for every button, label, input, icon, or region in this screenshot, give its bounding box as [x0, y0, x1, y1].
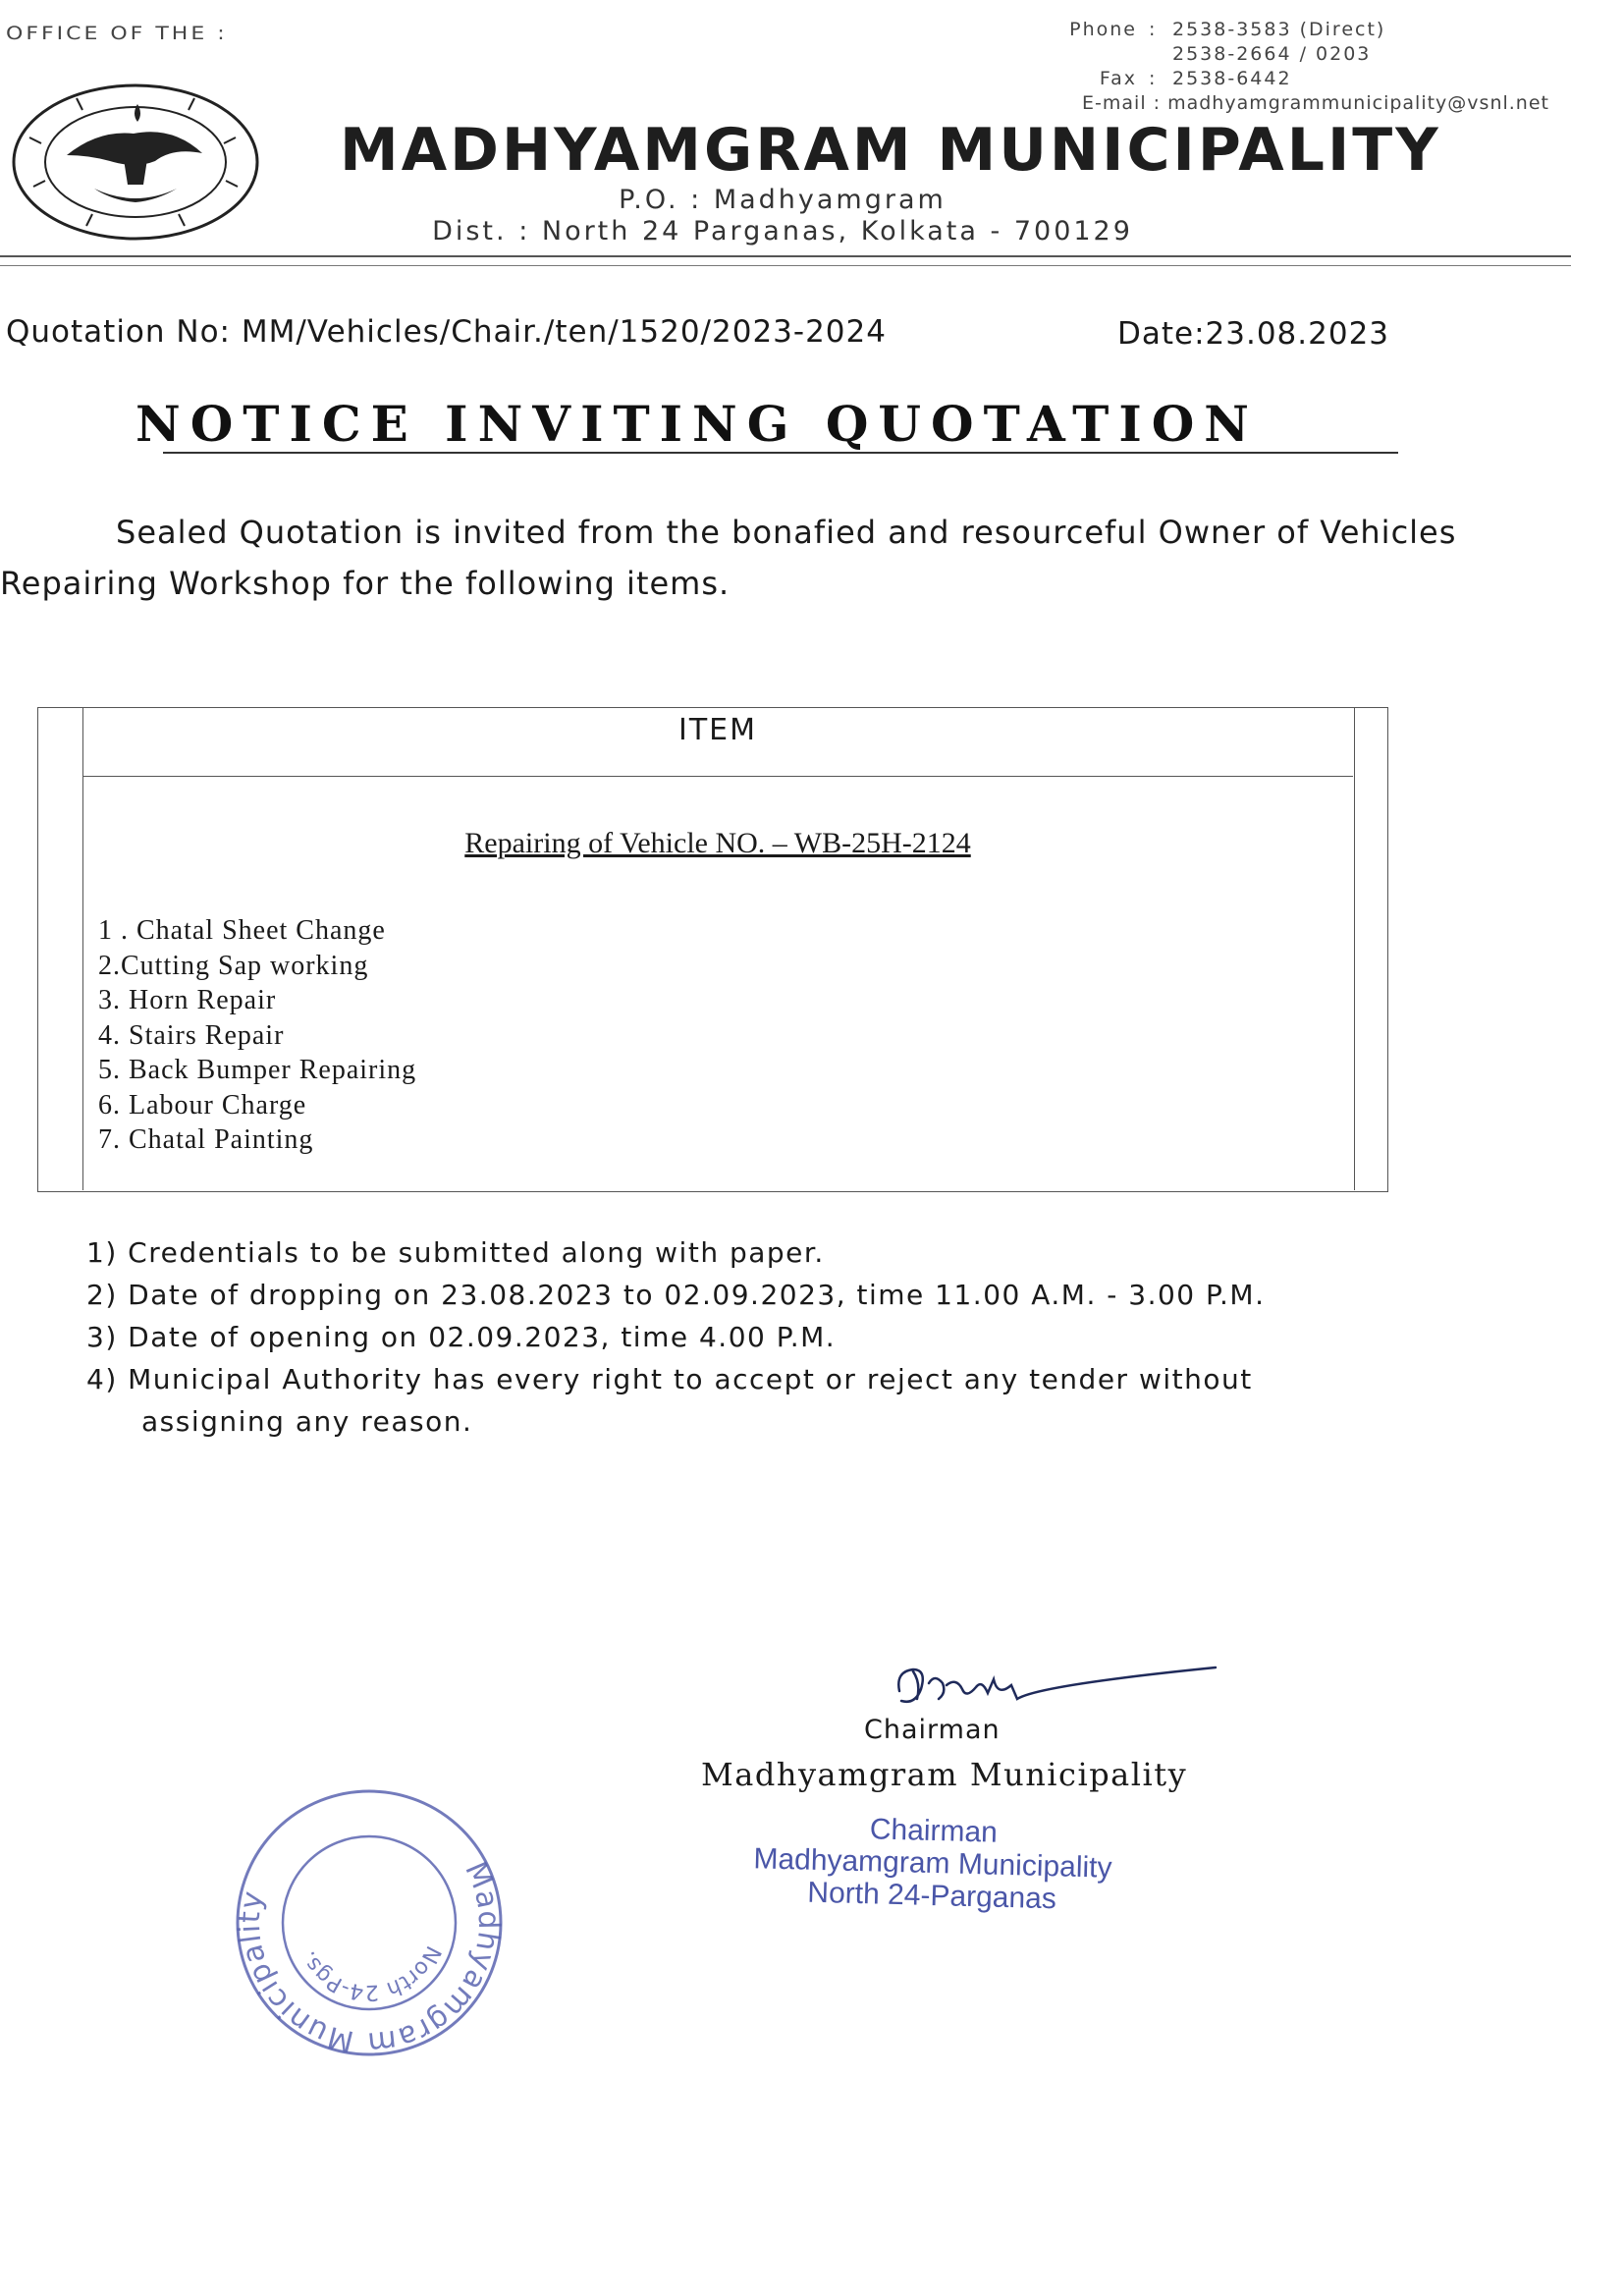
office-of-label: OFFICE OF THE : [6, 23, 228, 45]
stamp-line-district: North 24-Parganas [806, 1876, 1057, 1916]
repair-item-list [98, 913, 416, 1158]
conditions-list [86, 1231, 1266, 1443]
contact-block: Phone : 2538-3583 (Direct) 2538-2664 / 0203 Fax : 2538-6442 E-mail : madhyamgrammunicipality@vsnl.net [1000, 18, 1549, 116]
condition-item: 3) Date of opening on 02.09.2023, time 4.00 P.M. [86, 1321, 837, 1353]
district-line: Dist. : North 24 Parganas, Kolkata - 700129 [432, 216, 1133, 246]
notice-heading-underline [163, 452, 1398, 454]
vehicle-title: Repairing of Vehicle NO. – WB-25H-2124 [464, 827, 971, 859]
seal-outer-text: Madhyamgram Municipality [232, 1856, 507, 2060]
condition-item: 2) Date of dropping on 23.08.2023 to 02.09.2023, time 11.00 A.M. - 3.00 P.M. [86, 1279, 1266, 1311]
item-table-header-divider [82, 776, 1353, 777]
fax-label: Fax [1099, 68, 1137, 89]
condition-item: 4) Municipal Authority has every right to accept or reject any tender without [86, 1363, 1253, 1395]
fax-number: 2538-6442 [1172, 68, 1292, 89]
list-item: 4. Stairs Repair [98, 1019, 285, 1051]
phone-other: 2538-2664 / 0203 [1172, 43, 1372, 65]
list-item: 1 . Chatal Sheet Change [98, 915, 386, 946]
chairman-rubber-stamp [726, 1810, 1140, 1918]
seal-inner-text: North 24-Pgs. [296, 1941, 446, 2005]
quotation-date: Date:23.08.2023 [1117, 316, 1390, 352]
list-item: 2.Cutting Sap working [98, 950, 369, 981]
post-office-line: P.O. : Madhyamgram [619, 185, 947, 215]
condition-item-continued: assigning any reason. [141, 1405, 473, 1438]
item-table-header: ITEM [677, 713, 757, 747]
phone-label: Phone [1069, 19, 1137, 40]
list-item: 6. Labour Charge [98, 1089, 307, 1121]
municipality-name: MADHYAMGRAM MUNICIPALITY [340, 116, 1441, 185]
municipality-seal-icon [232, 1785, 507, 2060]
list-item: 3. Horn Repair [98, 985, 277, 1015]
signatory-title: Chairman [864, 1715, 1001, 1745]
signatory-organisation: Madhyamgram Municipality [701, 1756, 1188, 1793]
letterhead-divider [0, 255, 1571, 257]
stamp-line-title: Chairman [869, 1813, 999, 1849]
quotation-number: Quotation No: MM/Vehicles/Chair./ten/1520/2023-2024 [6, 314, 887, 350]
notice-heading: NOTICE INVITING QUOTATION [135, 395, 1259, 453]
stamp-line-organisation: Madhyamgram Municipality [753, 1842, 1112, 1885]
svg-text:Madhyamgram Municipality [232, 1785, 507, 2060]
list-item: 5. Back Bumper Repairing [98, 1055, 417, 1085]
condition-item: 1) Credentials to be submitted along with paper. [86, 1236, 825, 1269]
intro-paragraph: Sealed Quotation is invited from the bonafied and resourceful Owner of Vehicles Repairing Workshop for the following items. [0, 514, 1457, 602]
phone-direct: 2538-3583 (Direct) [1172, 19, 1386, 40]
email-address: E-mail : madhyamgrammunicipality@vsnl.net [1082, 92, 1549, 114]
list-item: 7. Chatal Painting [98, 1124, 314, 1155]
letterhead-divider-thin [0, 265, 1571, 266]
